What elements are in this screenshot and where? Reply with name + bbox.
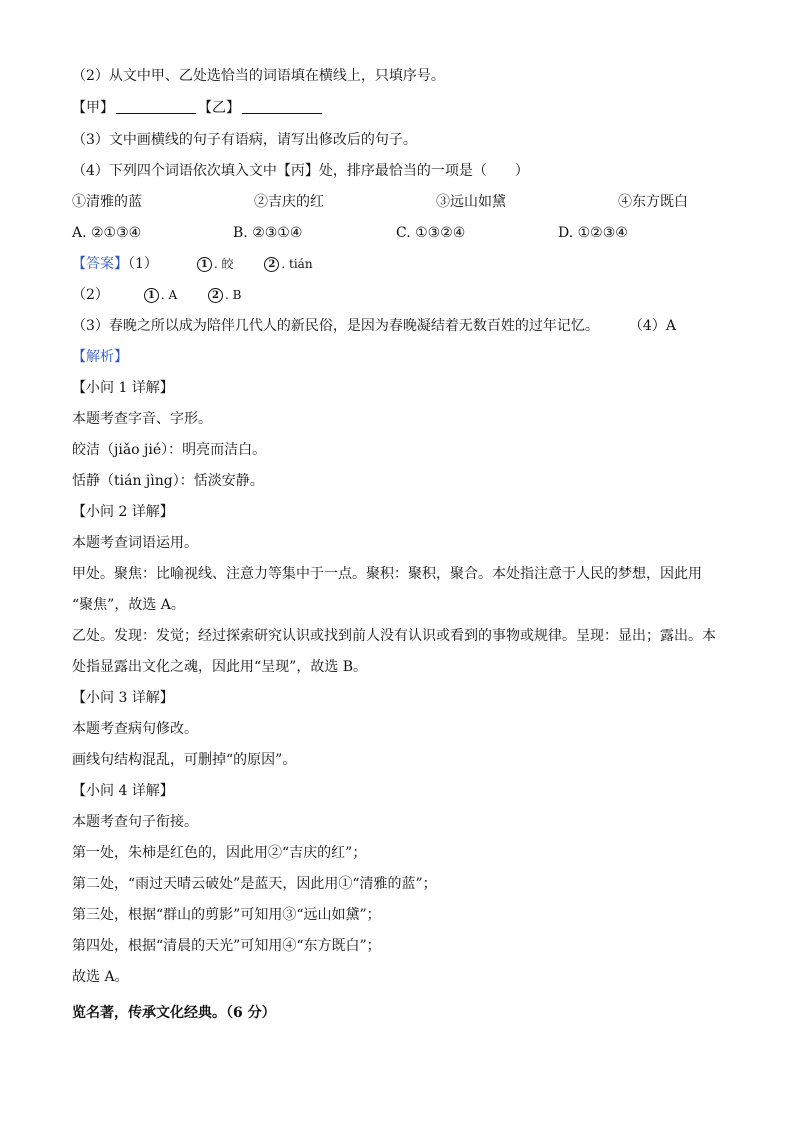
circle-number: 2 xyxy=(264,257,279,272)
answer-2-value-2: . B xyxy=(225,288,242,302)
analysis-line: 本题考查句子衔接。 xyxy=(72,814,198,830)
analysis-line: 本题考查词语运用。 xyxy=(72,535,198,551)
q4-item: ④东方既白 xyxy=(618,194,688,210)
q4-instruction: （4）下列四个词语依次填入文中【丙】处，排序最恰当的一项是（ ） xyxy=(72,163,529,179)
analysis-line: 第二处，“雨过天晴云破处”是蓝天，因此用①“清雅的蓝”； xyxy=(72,876,437,892)
analysis-line: 【小问 2 详解】 xyxy=(72,504,174,520)
analysis-line: 皎洁（jiǎo jié）：明亮而洁白。 xyxy=(72,442,267,458)
analysis-line: 本题考查字音、字形。 xyxy=(72,411,212,427)
circle-number: 1 xyxy=(197,257,212,272)
circle-number: 2 xyxy=(208,288,223,303)
q4-choice: A. ②①③④ xyxy=(72,225,142,241)
q4-choice: B. ②③①④ xyxy=(233,225,303,241)
blank-yi-label: 【乙】 xyxy=(198,100,240,116)
blank-yi-line xyxy=(242,99,322,114)
analysis-line: “聚焦”，故选 A。 xyxy=(72,597,185,613)
analysis-line: 【小问 4 详解】 xyxy=(72,783,174,799)
answer-1-value-2: . tián xyxy=(281,257,313,271)
answer-1-prefix: （1） xyxy=(128,256,158,272)
analysis-line: 第一处，朱柿是红色的，因此用②“吉庆的红”； xyxy=(72,845,367,861)
q2-blanks xyxy=(72,98,324,118)
answer-row-2 xyxy=(72,285,241,305)
analysis-line: 本题考查病句修改。 xyxy=(72,721,198,737)
analysis-label: 【解析】 xyxy=(72,349,128,365)
answer-1-value-1: . 皎 xyxy=(213,257,234,271)
analysis-line: 第三处，根据“群山的剪影”可知用③“远山如黛”； xyxy=(72,907,381,923)
analysis-line: 处指显露出文化之魂，因此用“呈现”，故选 B。 xyxy=(72,659,368,675)
analysis-line: 乙处。发现：发觉；经过探索研究认识或找到前人没有认识或看到的事物或规律。呈现：显出；露出。本 xyxy=(72,628,716,644)
answer-3: （3）春晚之所以成为陪伴几代人的新民俗，是因为春晚凝结着无数百姓的过年记忆。 xyxy=(72,318,599,334)
blank-jia-line xyxy=(116,99,196,114)
answer-2-value-1: . A xyxy=(160,288,178,302)
analysis-line: 故选 A。 xyxy=(72,969,129,985)
analysis-line: 第四处，根据“清晨的天光”可知用④“东方既白”； xyxy=(72,938,381,954)
section-title: 览名著，传承文化经典。（6 分） xyxy=(72,1005,276,1021)
answer-row-1 xyxy=(72,254,313,274)
q4-choice: C. ①③②④ xyxy=(396,225,466,241)
answer-row-3 xyxy=(72,316,676,336)
q4-item: ①清雅的蓝 xyxy=(72,194,142,210)
circle-number: 1 xyxy=(144,288,159,303)
answer-4: （4）A xyxy=(628,318,676,334)
blank-jia-label: 【甲】 xyxy=(72,100,114,116)
q4-item: ③远山如黛 xyxy=(436,194,506,210)
q4-choice: D. ①②③④ xyxy=(558,225,628,241)
analysis-line: 画线句结构混乱，可删掉“的原因”。 xyxy=(72,752,297,768)
analysis-line: 【小问 3 详解】 xyxy=(72,690,174,706)
analysis-line: 【小问 1 详解】 xyxy=(72,380,174,396)
analysis-line: 恬静（tián jìng）：恬淡安静。 xyxy=(72,473,264,489)
q3-instruction: （3）文中画横线的句子有语病，请写出修改后的句子。 xyxy=(72,132,417,148)
answer-label: 【答案】 xyxy=(72,256,128,272)
q4-item: ②吉庆的红 xyxy=(254,194,324,210)
analysis-line: 甲处。聚焦：比喻视线、注意力等集中于一点。聚积：聚积，聚合。本处指注意于人民的梦想，因此用 xyxy=(72,566,702,582)
answer-2-prefix: （2） xyxy=(72,287,109,303)
q2-instruction: （2）从文中甲、乙处选恰当的词语填在横线上，只填序号。 xyxy=(72,68,445,84)
